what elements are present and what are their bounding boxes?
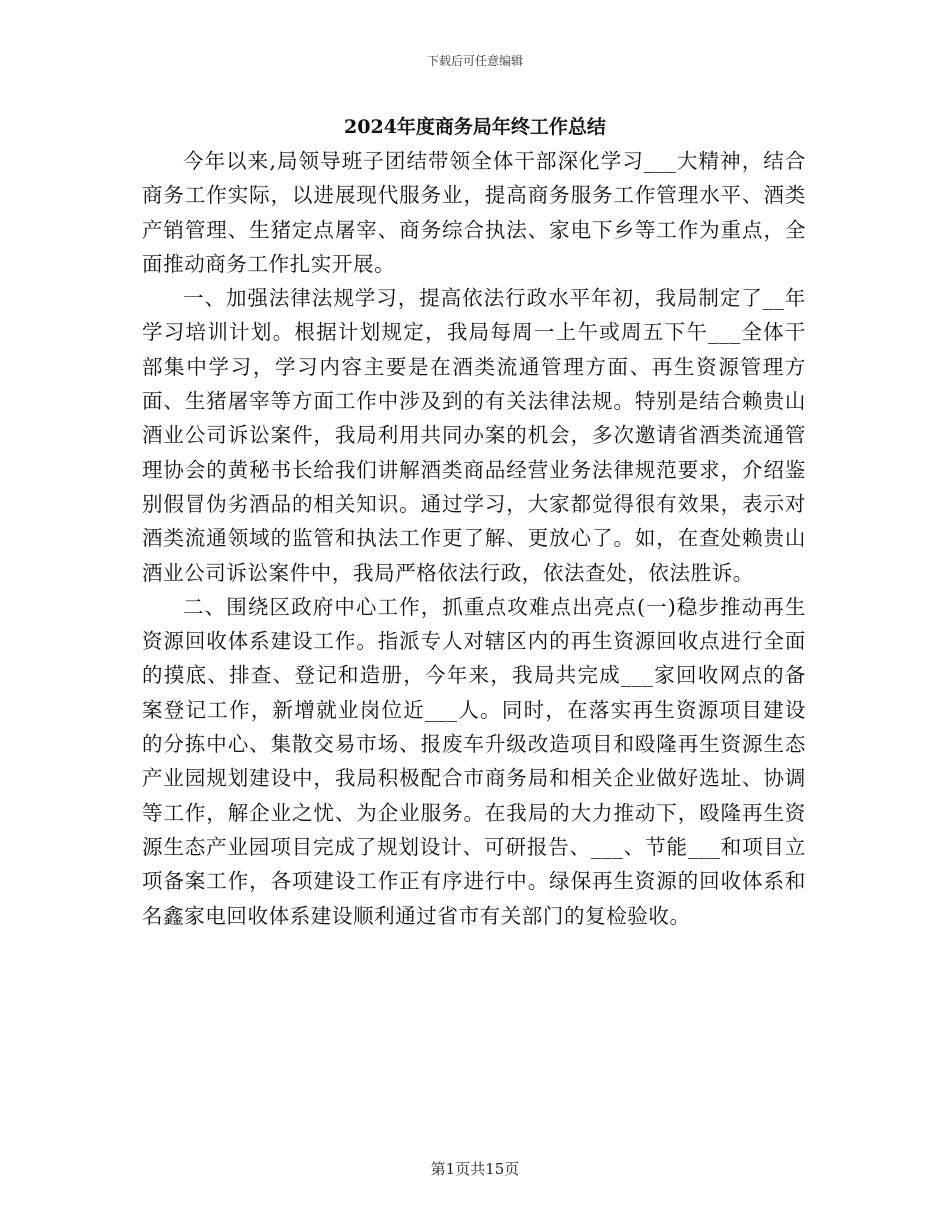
document-title: 2024年度商务局年终工作总结: [344, 116, 606, 138]
page-number: 第1页共15页: [430, 1160, 520, 1178]
paragraph-section-two: 二、围绕区政府中心工作，抓重点攻难点出亮点(一)稳步推动再生资源回收体系建设工作。指派专人对辖区内的再生资源回收点进行全面的摸底、排查、登记和造册，今年来，我局共完成___家回收网点的备案登记工作，新增就业岗位近___人。同时，在落实再生资源项目建设的分拣中心、集散交易市场、报废车升级改造项目和殴隆再生资源生态产业园规划建设中，我局积极配合市商务局和相关企业做好选址、协调等工作，解企业之忧、为企业服务。在我局的大力推动下，殴隆再生资源生态产业园项目完成了规划设计、可研报告、___、节能___和项目立项备案工作，各项建设工作正有序进行中。绿保再生资源的回收体系和名鑫家电回收体系建设顺利通过省市有关部门的复检验收。: [142, 594, 806, 928]
document-body: [142, 144, 806, 933]
paragraph-section-one: 一、加强法律法规学习，提高依法行政水平年初，我局制定了__年学习培训计划。根据计划规定，我局每周一上午或周五下午___全体干部集中学习，学习内容主要是在酒类流通管理方面、再生资源管理方面、生猪屠宰等方面工作中涉及到的有关法律法规。特别是结合赖贵山酒业公司诉讼案件，我局利用共同办案的机会，多次邀请省酒类流通管理协会的黄秘书长给我们讲解酒类商品经营业务法律规范要求，介绍鉴别假冒伪劣酒品的相关知识。通过学习，大家都觉得很有效果，表示对酒类流通领域的监管和执法工作更了解、更放心了。如，在查处赖贵山酒业公司诉讼案件中，我局严格依法行政，依法查处，依法胜诉。: [142, 286, 806, 585]
page-header-note: 下载后可任意编辑: [426, 54, 523, 68]
paragraph-intro: 今年以来,局领导班子团结带领全体干部深化学习___大精神，结合商务工作实际，以进展现代服务业，提高商务服务工作管理水平、酒类产销管理、生猪定点屠宰、商务综合执法、家电下乡等工作为重点，全面推动商务工作扎实开展。: [142, 149, 806, 276]
